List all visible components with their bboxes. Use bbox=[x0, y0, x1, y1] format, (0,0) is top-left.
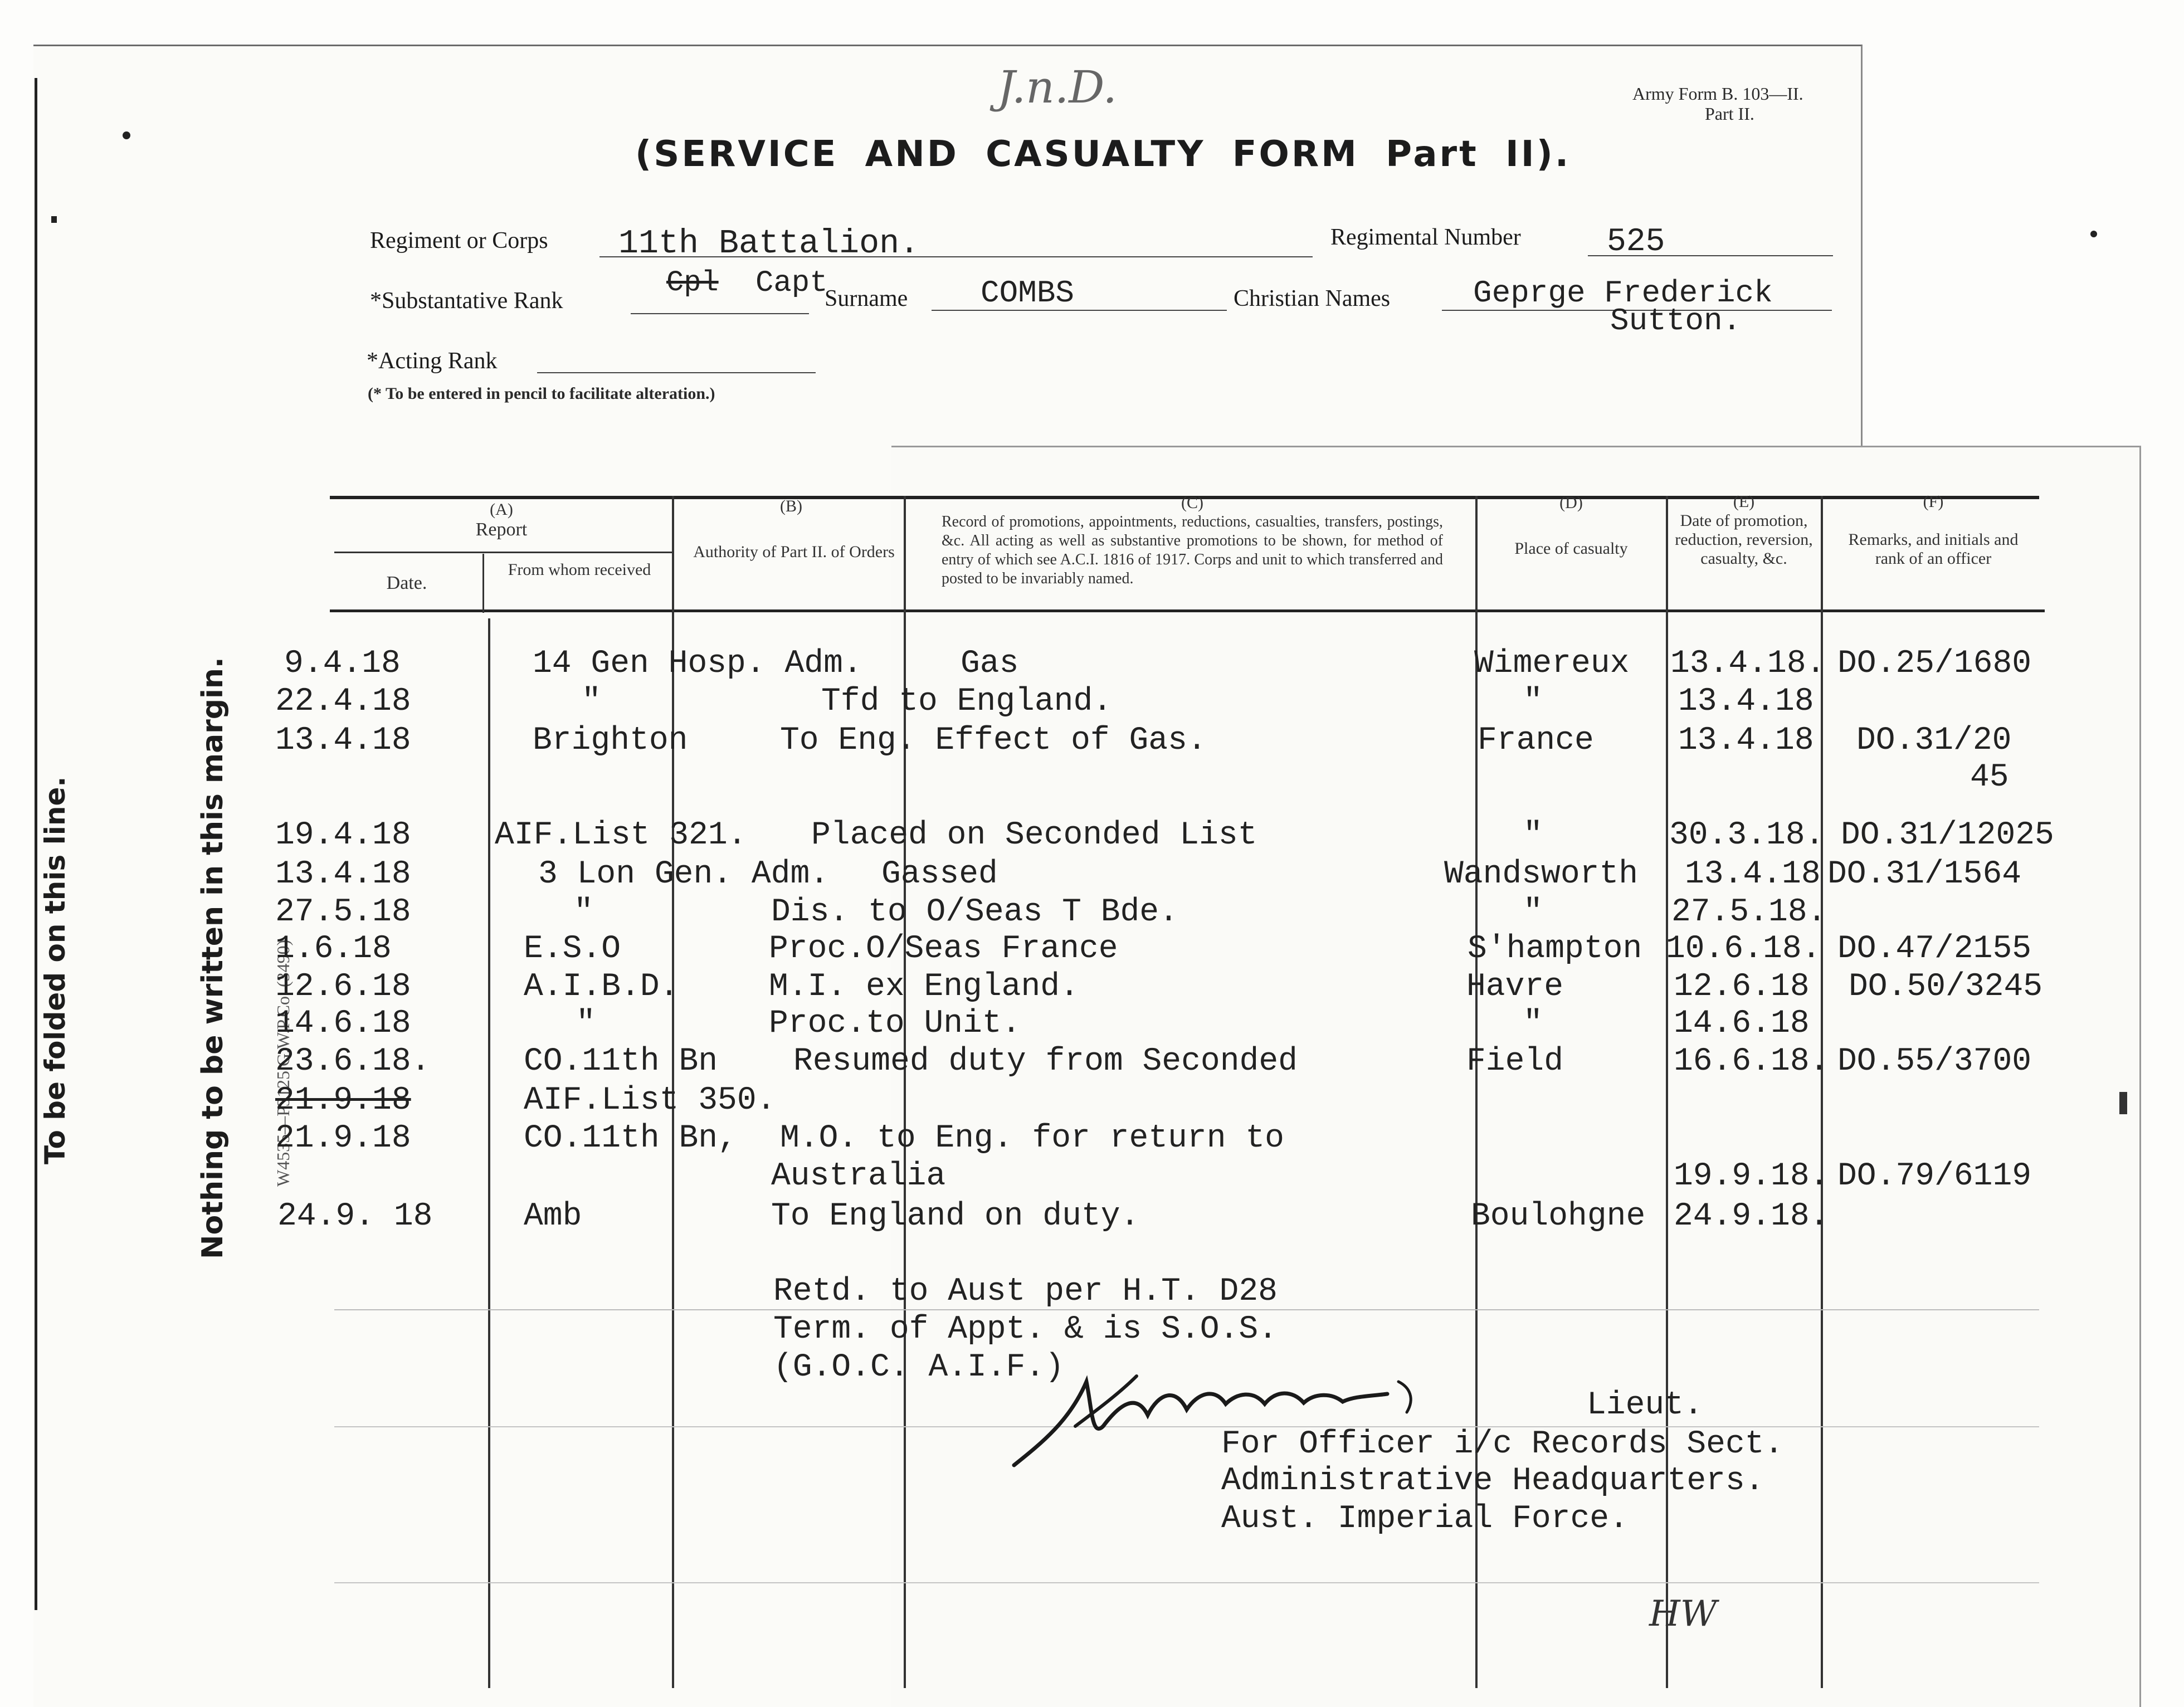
row-date: 27.5.18 bbox=[275, 894, 411, 930]
printer-note: W4535—P3125 G.W.P.Co. (3490) bbox=[273, 939, 293, 1187]
row-edate: 12.6.18 bbox=[1674, 969, 1810, 1005]
speck bbox=[123, 131, 130, 139]
row-place: France bbox=[1478, 723, 1594, 759]
acting-rank-underline bbox=[537, 372, 816, 373]
speck bbox=[2119, 1092, 2127, 1114]
row-record: Australia bbox=[771, 1158, 946, 1194]
closing-line-3: (G.O.C. A.I.F.) bbox=[773, 1349, 1065, 1386]
substantive-rank-label: *Substantative Rank bbox=[370, 288, 563, 314]
pencil-note: (* To be entered in pencil to facilitate alteration.) bbox=[368, 384, 715, 403]
row-edate: 14.6.18 bbox=[1674, 1006, 1810, 1042]
row-from: CO.11th Bn bbox=[524, 1043, 718, 1080]
header-c-letter: (C) bbox=[1181, 494, 1203, 512]
row-remarks: 45 bbox=[1970, 759, 2009, 796]
header-e-title: Date of promotion, reduction, reversion, casualty, &c. bbox=[1675, 511, 1813, 568]
header-f-letter: (F) bbox=[1923, 492, 1944, 511]
row-place: Wandsworth bbox=[1444, 856, 1639, 892]
substantive-rank-underline bbox=[631, 313, 809, 314]
row-from: E.S.O bbox=[524, 931, 621, 967]
table-row bbox=[0, 759, 2184, 797]
table-row bbox=[0, 930, 2184, 968]
regiment-label: Regiment or Corps bbox=[370, 228, 548, 253]
table-row bbox=[0, 1120, 2184, 1158]
row-place: Wimereux bbox=[1474, 646, 1630, 682]
row-date: 1.6.18 bbox=[275, 931, 392, 967]
row-remarks: DO.31/1564 bbox=[1827, 856, 2022, 892]
table-row bbox=[0, 645, 2184, 683]
row-remarks: DO.31/12025 bbox=[1841, 817, 2054, 854]
regiment-value: 11th Battalion. bbox=[618, 225, 920, 263]
speck bbox=[2090, 231, 2097, 237]
surname-label: Surname bbox=[825, 286, 908, 311]
header-f-title: Remarks, and initials and rank of an officer bbox=[1848, 530, 2019, 568]
christian-names-label: Christian Names bbox=[1234, 286, 1391, 311]
row-record: M.I. ex England. bbox=[769, 969, 1079, 1005]
row-edate: 13.4.18 bbox=[1685, 856, 1821, 892]
col-rule-date bbox=[482, 554, 484, 613]
report-subheader-rule bbox=[334, 552, 674, 553]
surname-value: COMBS bbox=[981, 275, 1075, 311]
row-place: Havre bbox=[1466, 969, 1564, 1005]
row-date: 23.6.18. bbox=[275, 1043, 431, 1080]
regimental-number-label: Regimental Number bbox=[1330, 225, 1521, 250]
row-place: " bbox=[1523, 894, 1543, 930]
row-from: Brighton bbox=[533, 723, 688, 759]
signature-rank: Lieut. bbox=[1587, 1387, 1703, 1423]
row-edate: 16.6.18. bbox=[1674, 1043, 1829, 1080]
table-row bbox=[0, 683, 2184, 721]
row-date: 22.4.18 bbox=[275, 684, 411, 720]
signature-line-2: Administrative Headquarters. bbox=[1221, 1463, 1764, 1499]
row-record: Proc.to Unit. bbox=[769, 1006, 1021, 1042]
row-edate: 13.4.18. bbox=[1670, 646, 1826, 682]
row-from: A.I.B.D. bbox=[524, 969, 679, 1005]
table-row bbox=[0, 817, 2184, 855]
table-row bbox=[0, 1198, 2184, 1236]
row-date: 14.6.18 bbox=[275, 1006, 411, 1042]
header-e-letter: (E) bbox=[1733, 492, 1755, 511]
signature-line-3: Aust. Imperial Force. bbox=[1221, 1501, 1629, 1537]
row-edate: 27.5.18. bbox=[1671, 894, 1827, 930]
header-d-letter: (D) bbox=[1559, 494, 1583, 512]
row-record: Tfd to England. bbox=[821, 684, 1113, 720]
regimental-number-value: 525 bbox=[1607, 224, 1665, 260]
row-from: " bbox=[582, 684, 601, 720]
surname-underline bbox=[932, 310, 1227, 311]
row-remarks: DO.79/6119 bbox=[1837, 1158, 2032, 1194]
row-edate: 24.9.18. bbox=[1674, 1198, 1829, 1235]
row-place: " bbox=[1523, 1006, 1543, 1042]
table-row bbox=[0, 722, 2184, 760]
row-edate: 30.3.18. bbox=[1669, 817, 1825, 854]
ruled-line bbox=[334, 1582, 2039, 1583]
table-row bbox=[0, 856, 2184, 894]
row-record: To Eng. Effect of Gas. bbox=[780, 723, 1207, 759]
table-row bbox=[0, 894, 2184, 931]
row-from: AIF.List 350. bbox=[524, 1082, 776, 1119]
row-date: 21.9.18 bbox=[275, 1082, 411, 1119]
form-part: Part II. bbox=[1705, 104, 1754, 124]
header-d-title: Place of casualty bbox=[1514, 539, 1628, 558]
closing-line-2: Term. of Appt. & is S.O.S. bbox=[773, 1311, 1278, 1348]
table-row bbox=[0, 1082, 2184, 1120]
nothing-note: Nothing to be written in this margin. bbox=[196, 657, 230, 1259]
row-record: Placed on Seconded List bbox=[811, 817, 1257, 854]
fold-note: To be folded on this line. bbox=[39, 776, 71, 1164]
acting-rank-label: *Acting Rank bbox=[367, 348, 498, 374]
row-record: To England on duty. bbox=[771, 1198, 1140, 1235]
table-row bbox=[0, 1005, 2184, 1043]
header-b-title: Authority of Part II. of Orders bbox=[693, 543, 895, 561]
christian-names-line1: Geprge Frederick bbox=[1473, 275, 1773, 311]
table-row bbox=[0, 1158, 2184, 1196]
row-from: 3 Lon Gen. Adm. bbox=[538, 856, 830, 892]
row-from: AIF.List 321. bbox=[495, 817, 747, 854]
row-from: " bbox=[574, 894, 593, 930]
closing-line-1: Retd. to Aust per H.T. D28 bbox=[773, 1274, 1278, 1310]
row-edate: 10.6.18. bbox=[1666, 931, 1821, 967]
christian-names-line2: Sutton. bbox=[1610, 303, 1742, 339]
row-from: " bbox=[576, 1006, 596, 1042]
row-record: Dis. to O/Seas T Bde. bbox=[771, 894, 1178, 930]
row-place: " bbox=[1523, 684, 1543, 720]
substantive-rank-value: Capt bbox=[755, 266, 828, 300]
row-remarks: DO.50/3245 bbox=[1849, 969, 2043, 1005]
speck bbox=[51, 216, 57, 223]
table-header-rule bbox=[330, 609, 2045, 612]
handwritten-mark: J.n.D. bbox=[997, 61, 1117, 113]
row-record: Proc.O/Seas France bbox=[769, 931, 1118, 967]
row-place: " bbox=[1523, 817, 1543, 854]
row-date: 9.4.18 bbox=[284, 646, 401, 682]
row-date: 13.4.18 bbox=[275, 856, 411, 892]
row-remarks: DO.47/2155 bbox=[1837, 931, 2032, 967]
row-record: Gas bbox=[961, 646, 1019, 682]
handwritten-initials: HW bbox=[1649, 1593, 1717, 1635]
row-place: Field bbox=[1466, 1043, 1564, 1080]
header-b-letter: (B) bbox=[780, 497, 802, 515]
row-date: 24.9. 18 bbox=[277, 1198, 433, 1235]
row-remarks: DO.25/1680 bbox=[1837, 646, 2032, 682]
row-from: Amb bbox=[524, 1198, 582, 1235]
row-place: Boulohgne bbox=[1471, 1198, 1646, 1235]
row-date: 12.6.18 bbox=[275, 969, 411, 1005]
row-remarks: DO.31/20 bbox=[1856, 723, 2012, 759]
row-place: S'hampton bbox=[1468, 931, 1642, 967]
form-reference: Army Form B. 103—II. bbox=[1632, 84, 1803, 104]
row-edate: 19.9.18. bbox=[1674, 1158, 1829, 1194]
header-a-date: Date. bbox=[386, 573, 427, 593]
row-date: 21.9.18 bbox=[275, 1120, 411, 1157]
row-record: Gassed bbox=[881, 856, 998, 892]
row-from: CO.11th Bn, bbox=[524, 1120, 737, 1157]
row-record: Resumed duty from Seconded bbox=[793, 1043, 1298, 1080]
table-row bbox=[0, 1043, 2184, 1081]
header-c-title: Record of promotions, appointments, reductions, casualties, transfers, postings, &c. All acting as well as substantive promotions to be shown, for method of entry of which see A.C.I. 1816 of 1917. Corps and unit to which transferred and posted to be invariably named. bbox=[942, 513, 1443, 587]
row-date: 19.4.18 bbox=[275, 817, 411, 854]
row-record: M.O. to Eng. for return to bbox=[780, 1120, 1284, 1157]
page-title: (SERVICE AND CASUALTY FORM Part II). bbox=[635, 134, 1571, 175]
table-row bbox=[0, 968, 2184, 1006]
row-edate: 13.4.18 bbox=[1678, 684, 1814, 720]
substantive-rank-struck: Cpl bbox=[666, 266, 719, 299]
row-remarks: DO.55/3700 bbox=[1837, 1043, 2032, 1080]
header-a-from: From whom received bbox=[508, 560, 651, 579]
row-from: 14 Gen Hosp. Adm. bbox=[533, 646, 862, 682]
row-date: 13.4.18 bbox=[275, 723, 411, 759]
signature-line-1: For Officer i/c Records Sect. bbox=[1221, 1426, 1784, 1462]
header-a-title: Report bbox=[475, 519, 528, 540]
header-a-letter: (A) bbox=[490, 500, 513, 519]
row-edate: 13.4.18 bbox=[1678, 723, 1814, 759]
